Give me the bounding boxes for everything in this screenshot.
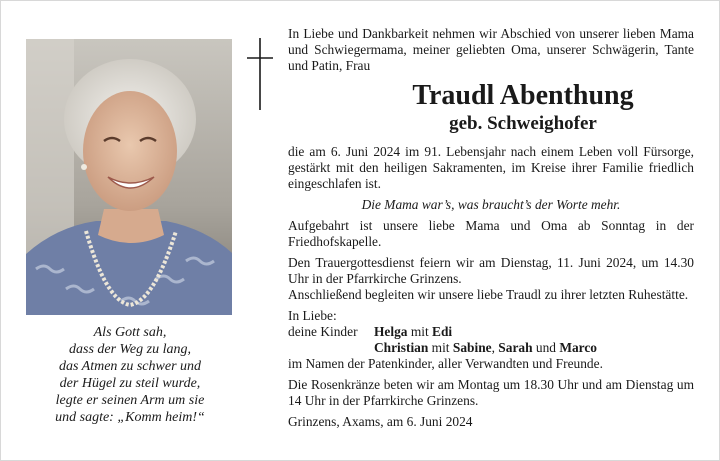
joiner: und xyxy=(532,340,560,355)
intro-text: In Liebe und Dankbarkeit nehmen wir Abschied von unserer lieben Mama und Schwiegermama, meiner geliebten Oma, unserer Schwägerin, Tante und Patin, Frau xyxy=(288,26,694,73)
quote-text: Die Mama war’s, was braucht’s der Worte mehr. xyxy=(361,197,621,212)
children-label: deine Kinder xyxy=(288,324,358,339)
rosary-text: Die Rosenkränze beten wir am Montag um 18.30 Uhr und am Dienstag um 14 Uhr in der Pfarrkirche Grinzens. xyxy=(288,377,694,408)
deceased-name: Traudl Abenthung xyxy=(412,80,634,111)
poem-line: dass der Weg zu lang, xyxy=(69,342,191,357)
place-date: Grinzens, Axams, am 6. Juni 2024 xyxy=(288,414,473,429)
portrait-photo xyxy=(26,39,232,315)
death-text: die am 6. Juni 2024 im 91. Lebensjahr nach einem Leben voll Fürsorge, gestärkt mit den heiligen Sakramenten, im Kreise ihrer Familie friedlich eingeschlafen ist. xyxy=(288,144,694,191)
poem-line: Als Gott sah, xyxy=(93,325,167,340)
spouse-name: Sabine xyxy=(452,340,492,355)
obituary-text xyxy=(288,26,694,435)
grandchild-name: Marco xyxy=(559,340,597,355)
godchildren-text: im Namen der Patenkinder, aller Verwandten und Freunde. xyxy=(288,356,603,371)
poem-line: legte er seinen Arm um sie xyxy=(55,393,205,408)
grandchild-name: Sarah xyxy=(498,340,533,355)
poem-line: das Atmen zu schwer und xyxy=(58,359,202,374)
children-row xyxy=(288,340,694,356)
poem-line: und sagte: „Komm heim!“ xyxy=(55,410,205,425)
separator: , xyxy=(491,340,499,355)
family-section xyxy=(288,308,694,372)
poem xyxy=(19,324,241,426)
spouse-name: Edi xyxy=(432,324,453,339)
joiner: mit xyxy=(428,340,453,355)
maiden-name: geb. Schweighofer xyxy=(449,113,597,134)
poem-line: der Hügel zu steil wurde, xyxy=(59,376,201,391)
child-name: Christian xyxy=(374,340,429,355)
portrait-photo-drawing xyxy=(26,39,232,315)
burial-text: Anschließend begleiten wir unsere liebe Traudl zu ihrer letzten Ruhestätte. xyxy=(288,287,689,302)
child-name: Helga xyxy=(374,324,408,339)
latin-cross-icon xyxy=(247,38,273,110)
wake-text: Aufgebahrt ist unsere liebe Mama und Oma ab Sonntag in der Friedhofskapelle. xyxy=(288,218,694,249)
joiner: mit xyxy=(407,324,433,339)
children-row xyxy=(288,324,694,340)
in-love-label: In Liebe: xyxy=(288,308,337,323)
service-text: Den Trauergottesdienst feiern wir am Dienstag, 11. Juni 2024, um 14.30 Uhr in der Pfarrkirche Grinzens. xyxy=(288,255,694,286)
